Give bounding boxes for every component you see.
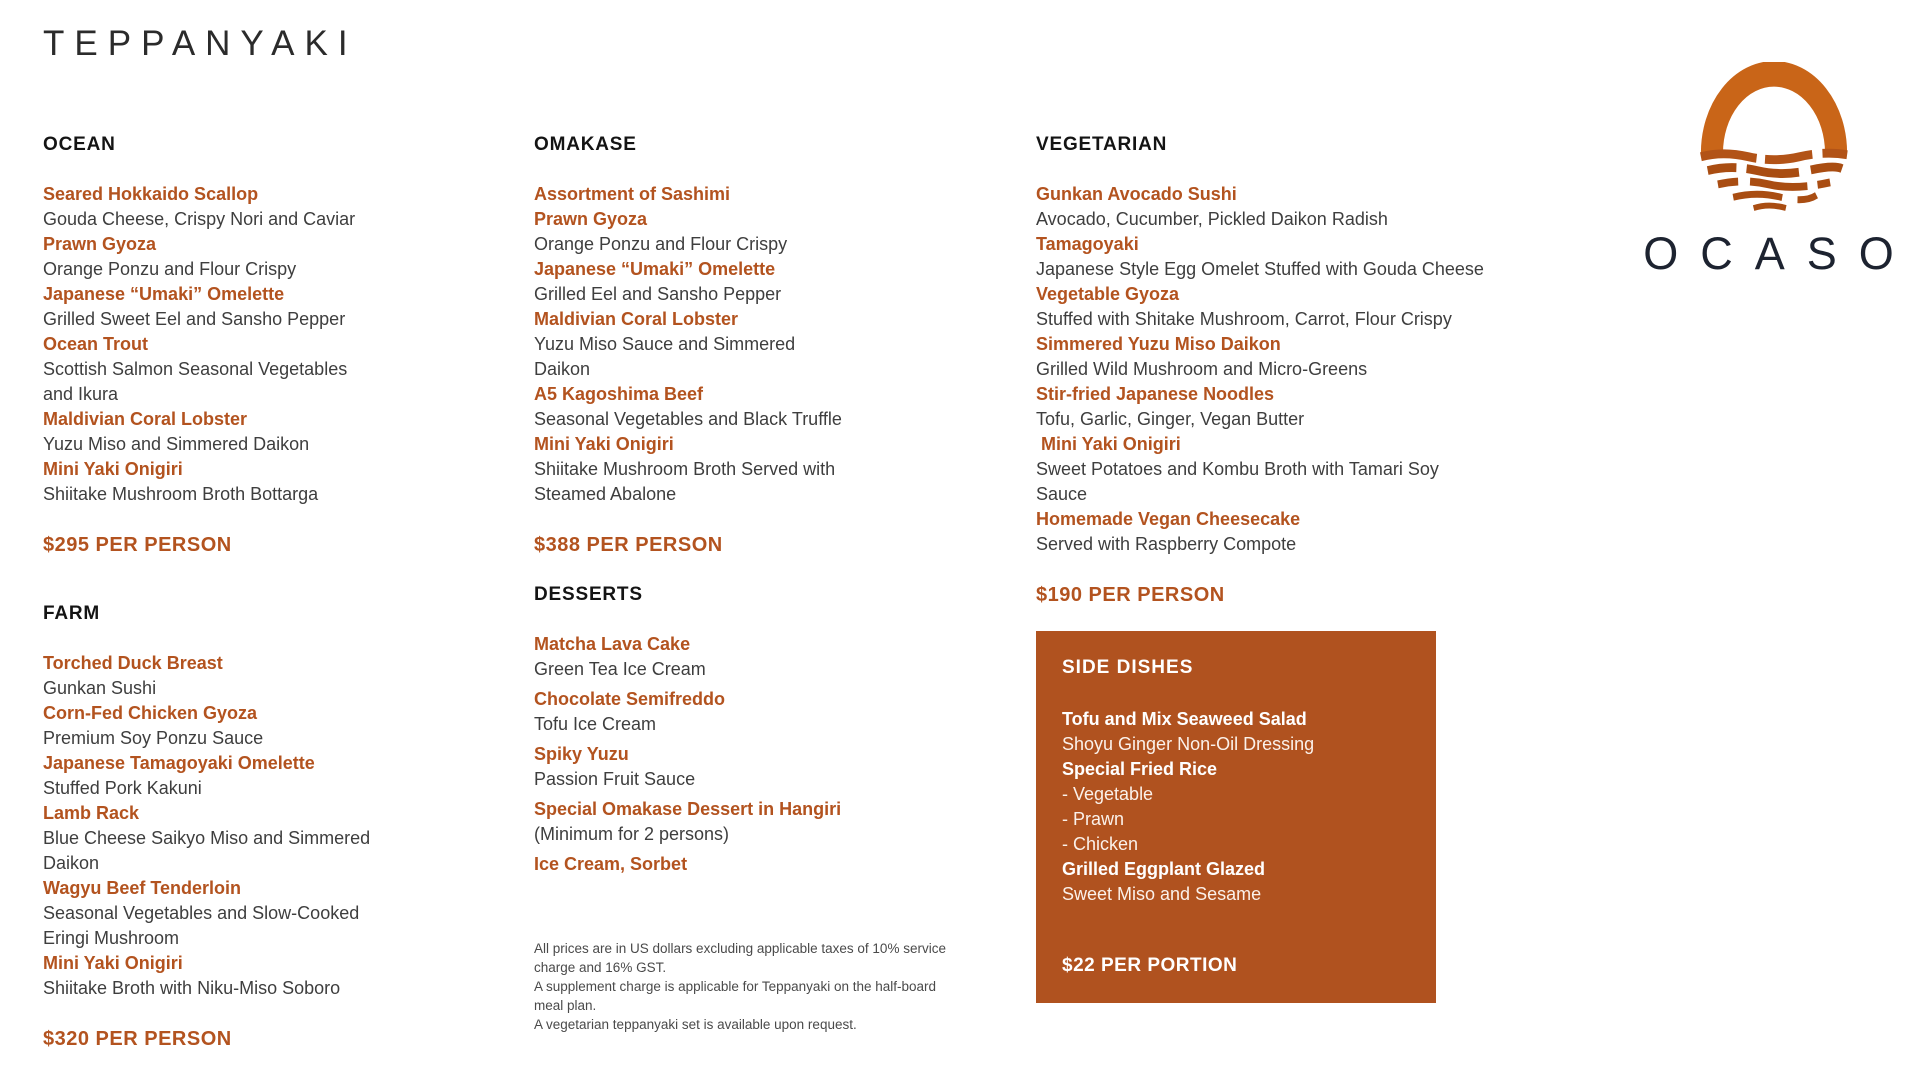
menu-item-desc: Sweet Miso and Sesame [1062, 884, 1262, 904]
fine-print [534, 939, 958, 1034]
menu-item-desc-line: Shiitake Mushroom Broth Served with [534, 459, 836, 479]
menu-item-name: Maldivian Coral Lobster [43, 409, 248, 429]
menu-item-name: Tofu and Mix Seaweed Salad [1062, 709, 1307, 729]
menu-item [1062, 707, 1408, 757]
menu-item-name: Lamb Rack [43, 803, 140, 823]
menu-item [534, 432, 916, 507]
menu-item [534, 182, 916, 207]
menu-item-desc-line: Sauce [1036, 484, 1088, 504]
menu-item-name: Seared Hokkaido Scallop [43, 184, 259, 204]
menu-item-name: Special Omakase Dessert in Hangiri [534, 799, 842, 819]
menu-item [43, 407, 425, 457]
side-dishes-box [1036, 631, 1436, 1003]
menu-item-name: Wagyu Beef Tenderloin [43, 878, 242, 898]
menu-item-name: Mini Yaki Onigiri [43, 459, 183, 479]
section-title-desserts: DESSERTS [534, 584, 643, 605]
menu-item [1062, 857, 1408, 907]
section-price-farm: $320 PER PERSON [43, 1028, 232, 1050]
menu-item-desc: Served with Raspberry Compote [1036, 534, 1297, 554]
menu-item-name: Ice Cream, Sorbet [534, 854, 688, 874]
menu-item [1036, 282, 1596, 332]
menu-item [534, 742, 916, 792]
menu-item [534, 257, 916, 307]
section-vegetarian [1036, 134, 1596, 607]
menu-item-name: Mini Yaki Onigiri [43, 953, 183, 973]
menu-item [534, 382, 916, 432]
menu-item-name: Japanese Tamagoyaki Omelette [43, 753, 315, 773]
section-price-side_dishes: $22 PER PORTION [1062, 955, 1238, 976]
menu-item-desc-line: Daikon [534, 359, 591, 379]
item-list-vegetarian [1036, 182, 1596, 557]
menu-item-desc: Avocado, Cucumber, Pickled Daikon Radish [1036, 209, 1388, 229]
menu-item-desc: Green Tea Ice Cream [534, 659, 706, 679]
column-ocean-farm [43, 134, 425, 1051]
menu-item [1036, 332, 1596, 382]
section-omakase [534, 134, 916, 557]
menu-item [534, 632, 916, 682]
item-list-desserts [534, 632, 916, 877]
menu-item-name: Mini Yaki Onigiri [1036, 434, 1181, 454]
menu-item-desc: Yuzu Miso and Simmered Daikon [43, 434, 310, 454]
section-title-farm: FARM [43, 603, 101, 624]
menu-item-desc: Tofu, Garlic, Ginger, Vegan Butter [1036, 409, 1305, 429]
menu-item-desc: Orange Ponzu and Flour Crispy [534, 234, 788, 254]
ocaso-sunset-logo-icon [1689, 62, 1859, 212]
item-list-farm [43, 651, 425, 1001]
menu-item [43, 651, 425, 701]
menu-item-name: Vegetable Gyoza [1036, 284, 1180, 304]
menu-item-name: Assortment of Sashimi [534, 184, 731, 204]
menu-item [1036, 382, 1596, 432]
menu-item-name: Ocean Trout [43, 334, 149, 354]
section-desserts [534, 584, 916, 877]
menu-item [43, 876, 425, 951]
section-title-side_dishes: SIDE DISHES [1062, 657, 1194, 678]
menu-item [534, 797, 916, 847]
fine-print-line: A vegetarian teppanyaki set is available upon request. [534, 1017, 857, 1032]
menu-item-desc: Stuffed Pork Kakuni [43, 778, 202, 798]
menu-item [534, 687, 916, 737]
menu-item-desc-line: Scottish Salmon Seasonal Vegetables [43, 359, 348, 379]
menu-item-desc: (Minimum for 2 persons) [534, 824, 730, 844]
section-title-ocean: OCEAN [43, 134, 116, 155]
menu-item [1062, 757, 1408, 857]
menu-item-name: Grilled Eggplant Glazed [1062, 859, 1266, 879]
menu-item [43, 701, 425, 751]
menu-item-name: Tamagoyaki [1036, 234, 1139, 254]
menu-item-name: Torched Duck Breast [43, 653, 223, 673]
menu-item-desc: Premium Soy Ponzu Sauce [43, 728, 264, 748]
column-vegetarian-sides [1036, 134, 1596, 1003]
menu-item-name: Spiky Yuzu [534, 744, 629, 764]
fine-print-line: All prices are in US dollars excluding applicable taxes of 10% service charge and 16% GST. [534, 941, 946, 975]
menu-item [43, 182, 425, 232]
menu-item-name: Maldivian Coral Lobster [534, 309, 739, 329]
menu-item [43, 282, 425, 332]
logo-wordmark: OCASO [1643, 228, 1916, 279]
section-price-ocean: $295 PER PERSON [43, 534, 232, 556]
item-list-ocean [43, 182, 425, 507]
menu-item-desc: Grilled Sweet Eel and Sansho Pepper [43, 309, 346, 329]
menu-item-desc-line: Yuzu Miso Sauce and Simmered [534, 334, 796, 354]
menu-item-name: Simmered Yuzu Miso Daikon [1036, 334, 1281, 354]
menu-item [43, 332, 425, 407]
menu-item-desc-line: Eringi Mushroom [43, 928, 180, 948]
section-price-vegetarian: $190 PER PERSON [1036, 584, 1225, 606]
menu-item-desc: Passion Fruit Sauce [534, 769, 696, 789]
menu-item-name: Gunkan Avocado Sushi [1036, 184, 1237, 204]
menu-item-desc: Japanese Style Egg Omelet Stuffed with Gouda Cheese [1036, 259, 1484, 279]
menu-item-desc-line: - Chicken [1062, 834, 1139, 854]
menu-item-name: Matcha Lava Cake [534, 634, 691, 654]
menu-item [1036, 432, 1596, 507]
menu-item-desc-line: and Ikura [43, 384, 119, 404]
ocaso-logo [1628, 62, 1920, 280]
section-title-vegetarian: VEGETARIAN [1036, 134, 1168, 155]
menu-item-desc-line: - Vegetable [1062, 784, 1154, 804]
menu-item-desc: Gunkan Sushi [43, 678, 157, 698]
menu-item-name: Prawn Gyoza [534, 209, 648, 229]
menu-item-desc: Shoyu Ginger Non-Oil Dressing [1062, 734, 1315, 754]
menu-item [1036, 507, 1596, 557]
menu-item-desc-line: - Prawn [1062, 809, 1125, 829]
menu-item [43, 457, 425, 507]
menu-item [534, 307, 916, 382]
menu-item-name: Prawn Gyoza [43, 234, 157, 254]
menu-item-name: Stir-fried Japanese Noodles [1036, 384, 1275, 404]
menu-item-desc: Grilled Eel and Sansho Pepper [534, 284, 782, 304]
menu-item-desc: Seasonal Vegetables and Black Truffle [534, 409, 842, 429]
section-ocean [43, 134, 425, 557]
section-farm [43, 603, 425, 1051]
menu-item-desc: Grilled Wild Mushroom and Micro-Greens [1036, 359, 1368, 379]
menu-item-desc-line: Blue Cheese Saikyo Miso and Simmered [43, 828, 371, 848]
menu-item-desc-line: Steamed Abalone [534, 484, 677, 504]
item-list-omakase [534, 182, 916, 507]
menu-item-desc: Gouda Cheese, Crispy Nori and Caviar [43, 209, 356, 229]
page-title: TEPPANYAKI [43, 24, 358, 63]
menu-item-name: Chocolate Semifreddo [534, 689, 726, 709]
menu-item-name: Special Fried Rice [1062, 759, 1218, 779]
menu-item-desc: Shiitake Mushroom Broth Bottarga [43, 484, 319, 504]
menu-item-desc: Tofu Ice Cream [534, 714, 657, 734]
fine-print-line: A supplement charge is applicable for Teppanyaki on the half-board meal plan. [534, 979, 937, 1013]
menu-item-desc-line: Seasonal Vegetables and Slow-Cooked [43, 903, 360, 923]
menu-item-name: Japanese “Umaki” Omelette [43, 284, 285, 304]
menu-item-desc-line: Sweet Potatoes and Kombu Broth with Tamari Soy [1036, 459, 1439, 479]
menu-item-desc-line: Daikon [43, 853, 100, 873]
menu-item [43, 751, 425, 801]
column-omakase-desserts [534, 134, 946, 1034]
menu-item-desc: Shiitake Broth with Niku-Miso Soboro [43, 978, 341, 998]
section-price-omakase: $388 PER PERSON [534, 534, 723, 556]
menu-item [534, 207, 916, 257]
section-title-omakase: OMAKASE [534, 134, 637, 155]
menu-item [1036, 232, 1596, 282]
menu-item-name: A5 Kagoshima Beef [534, 384, 704, 404]
menu-item [1036, 182, 1596, 232]
menu-item-name: Homemade Vegan Cheesecake [1036, 509, 1301, 529]
item-list-side_dishes [1062, 707, 1408, 907]
menu-item [43, 801, 425, 876]
menu-item-desc: Stuffed with Shitake Mushroom, Carrot, Flour Crispy [1036, 309, 1452, 329]
menu-item [43, 951, 425, 1001]
menu-item-desc: Orange Ponzu and Flour Crispy [43, 259, 297, 279]
menu-item-name: Corn-Fed Chicken Gyoza [43, 703, 258, 723]
menu-item-name: Japanese “Umaki” Omelette [534, 259, 776, 279]
menu-item [43, 232, 425, 282]
menu-item [534, 852, 916, 877]
menu-item-name: Mini Yaki Onigiri [534, 434, 674, 454]
